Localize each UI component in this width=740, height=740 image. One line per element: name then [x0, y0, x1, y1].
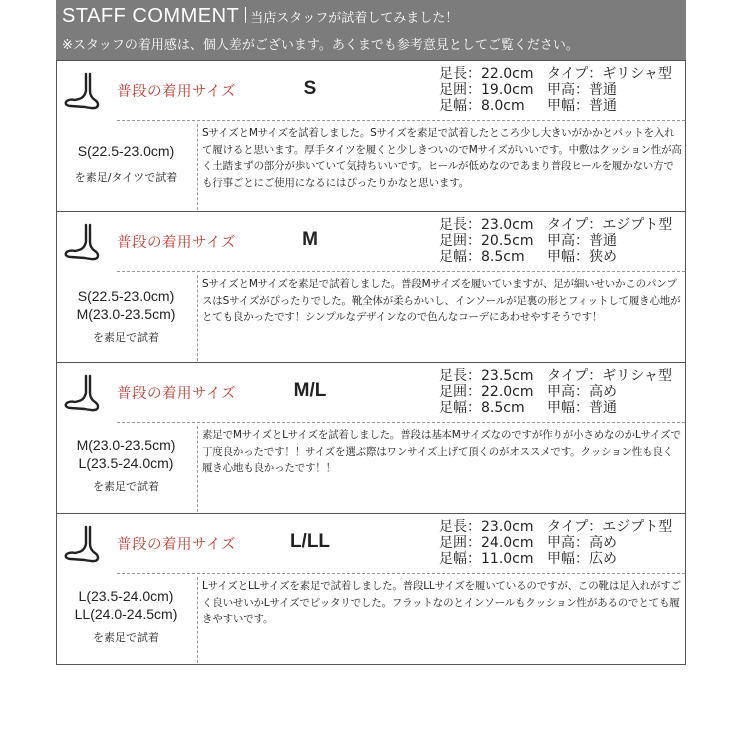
tried-sizes [57, 422, 195, 513]
spec-row: 足幅：8.0cm 甲幅：普通 [439, 98, 617, 114]
staff-section-2 [57, 211, 685, 362]
staff-section-4 [57, 513, 685, 664]
foot-icon [63, 71, 105, 111]
trial-method: を素足で試着 [93, 331, 159, 344]
staff-comment-text: SサイズとMサイズを素足で試着しました。普段Mサイズを履いていますが、足が細いせいかこのパンプスはSサイズがぴったりでした。靴全体が柔らかいし、インソールが足裏の形とフィットして履き心地がとても良かったです！シンプルなデザインなので色んなコーデにあわせやすそうです！ [202, 278, 681, 323]
tried-sizes [57, 573, 195, 664]
usual-size-value: M [302, 229, 318, 250]
spec-row: 足長：23.5cm タイプ：ギリシャ型 [439, 368, 673, 384]
header-subtitle: 当店スタッフが試着してみました！ [250, 11, 459, 26]
column-divider [197, 275, 198, 361]
usual-size-label: 普段の着用サイズ [117, 235, 236, 251]
staff-section-3 [57, 362, 685, 513]
staff-comment-text: SサイズとMサイズを試着しました。Sサイズを素足で試着したところ少し大きいがかかとパットを入れて履けると思います。厚手タイツを履くと少しきついのでMサイズがいいです。中敷はクッション性が高く土踏まずの部分が歩いていて気持ちいいです。ヒールが低めなのであまり普段ヒールを履かない方でも行事ごとにご使用になるにはぴったりかなと思います。 [202, 127, 682, 189]
usual-size-label: 普段の着用サイズ [117, 537, 236, 553]
spec-row: 足幅：11.0cm 甲幅：広め [439, 551, 617, 567]
dashed-divider [117, 422, 685, 423]
tried-size: M(23.0-23.5cm) [76, 437, 176, 453]
spec-row: 足長：23.0cm タイプ：エジプト型 [439, 217, 673, 233]
foot-specs [439, 368, 672, 416]
usual-size-band [57, 60, 685, 120]
header-note: ※スタッフの着用感は、個人差がございます。あくまでも参考意見としてご覧ください。 [62, 38, 579, 53]
staff-comment-text: LサイズとLLサイズを素足で試着しました。普段LLサイズを履いているのですが、この靴は足入れがすごく良いせいかLサイズでピッタリでした。フラットなのとインソールもクッション性があるのでとても履きやすいです。 [202, 580, 681, 625]
tried-size: S(22.5-23.0cm) [77, 143, 175, 159]
usual-size-band [57, 211, 685, 271]
usual-size-band [57, 362, 685, 422]
foot-specs [439, 519, 672, 567]
spec-row: 足幅：8.5cm 甲幅：普通 [439, 400, 617, 416]
tried-size: M(23.0-23.5cm) [76, 306, 176, 322]
trial-method: を素足/タイツで試着 [74, 171, 178, 184]
header-title: STAFF COMMENT [62, 5, 240, 27]
usual-size-band [57, 513, 685, 573]
dashed-divider [117, 573, 685, 574]
usual-size-label: 普段の着用サイズ [117, 386, 236, 402]
foot-specs [439, 217, 672, 265]
spec-row: 足囲：20.5cm 甲高：普通 [439, 233, 617, 249]
dashed-divider [117, 120, 685, 121]
staff-comment-text: 素足でMサイズとLサイズを試着しました。普段は基本Mサイズなのですが作りが小さめなのかLサイズで丁度良かったです！！サイズを選ぶ際はワンサイズ上げて頂くのがオススメです。クッション性も良く履き心地も良かったです！！ [202, 429, 681, 474]
usual-size-value: M/L [293, 380, 327, 401]
spec-row: 足幅：8.5cm 甲幅：狭め [439, 249, 617, 265]
usual-size-value: L/LL [289, 531, 331, 552]
foot-icon [63, 524, 105, 564]
usual-size-label: 普段の着用サイズ [117, 84, 236, 100]
spec-row: 足囲：22.0cm 甲高：高め [439, 384, 617, 400]
tried-size: L(23.5-24.0cm) [78, 588, 174, 604]
staff-section-1 [57, 60, 685, 211]
dashed-divider [117, 271, 685, 272]
column-divider [197, 426, 198, 512]
trial-method: を素足で試着 [93, 631, 159, 644]
tried-sizes [57, 120, 195, 211]
spec-row: 足長：22.0cm タイプ：ギリシャ型 [439, 66, 673, 82]
staff-comment-header [56, 0, 686, 60]
foot-icon [63, 373, 105, 413]
column-divider [197, 577, 198, 663]
spec-row: 足長：23.0cm タイプ：エジプト型 [439, 519, 673, 535]
column-divider [197, 124, 198, 210]
usual-size-value: S [303, 78, 317, 99]
foot-specs [439, 66, 672, 114]
trial-method: を素足で試着 [93, 480, 159, 493]
comment-table [56, 60, 686, 665]
tried-size: LL(24.0-24.5cm) [74, 606, 178, 622]
foot-icon [63, 222, 105, 262]
tried-size: S(22.5-23.0cm) [77, 288, 175, 304]
header-separator [245, 7, 246, 23]
spec-row: 足囲：19.0cm 甲高：普通 [439, 82, 617, 98]
tried-sizes [57, 271, 195, 362]
spec-row: 足囲：24.0cm 甲高：高め [439, 535, 617, 551]
tried-size: L(23.5-24.0cm) [78, 455, 174, 471]
